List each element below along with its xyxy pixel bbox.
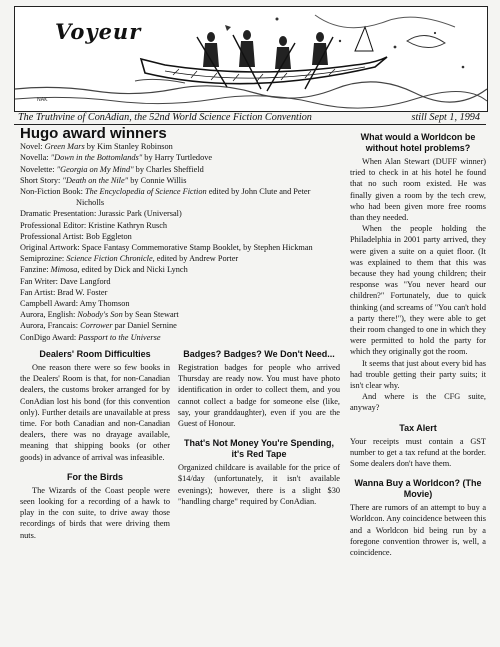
award-winner: Brad W. Foster (57, 287, 108, 297)
award-work: The Encyclopedia of Science Fiction (85, 187, 207, 197)
award-work: "Down in the Bottomlands" (50, 153, 143, 163)
award-winner: by Harry Turtledove (142, 153, 213, 163)
award-row (20, 320, 340, 331)
award-row (20, 242, 340, 253)
award-row (20, 152, 340, 163)
award-category: Professional Artist: (20, 231, 84, 241)
award-row (20, 141, 340, 152)
award-row (20, 276, 340, 287)
badges-body: Registration badges for people who arrived Thursday are ready now. You must have photo identification in order to collect them, and you cannot collect a badge for someone else (like, say, your granddaughter), even if you are the Guest of Honour. (178, 363, 340, 429)
award-row (20, 332, 340, 343)
award-work: Science Fiction Chronicle (66, 254, 153, 264)
award-row (20, 175, 340, 186)
award-row (20, 208, 340, 219)
badges-heading: Badges? Badges? We Don't Need... (183, 349, 335, 359)
award-category: Aurora, Francais: (20, 321, 79, 331)
award-row (20, 309, 340, 320)
award-winner: by Sean Stewart (122, 310, 179, 320)
award-category: Dramatic Presentation: (20, 209, 97, 219)
award-work: Green Mars (44, 142, 85, 152)
award-row (20, 231, 340, 242)
right-column (350, 128, 486, 558)
awards-list (20, 141, 340, 343)
tagline (18, 112, 480, 123)
award-row (20, 298, 340, 309)
award-work: Corrower (80, 321, 113, 331)
award-winner: , edited by Dick and Nicki Lynch (77, 265, 188, 275)
newsletter-logo: Voyeur (55, 19, 142, 44)
artist-credit: NAK (37, 97, 48, 103)
issue-date: still Sept 1, 1994 (411, 112, 480, 123)
award-row (20, 220, 340, 231)
hugo-heading: Hugo award winners (20, 125, 167, 142)
award-row (20, 253, 340, 264)
hugo-section (20, 125, 340, 343)
award-work: Nobody's Son (77, 310, 123, 320)
money-body: Organized childcare is available for the price of $14/day (unfortunately, it isn't available evenings); however, there is a slight $30 "handling charge" required by ConAdian. (178, 463, 340, 506)
award-work: "Death on the Nile" (62, 175, 129, 185)
award-category: Novel: (20, 142, 43, 152)
worldcon-p3: It seems that just about every bid has had trouble getting their party suits; it isn't clear why. (350, 358, 486, 391)
award-winner: Dave Langford (60, 276, 111, 286)
award-work: Passport to the Universe (78, 332, 161, 342)
award-winner: Amy Thomson (79, 299, 130, 309)
award-winner: Bob Eggleton (85, 231, 132, 241)
worldcon-heading: What would a Worldcon be without hotel problems? (360, 132, 476, 153)
tax-body: Your receipts must contain a GST number to get a tax refund at the border. Some dealers don't have them. (350, 436, 486, 469)
award-winner: edited by John Clute and Peter Nicholls (76, 187, 311, 208)
award-category: Professional Editor: (20, 220, 87, 230)
middle-column (178, 345, 340, 507)
award-category: Campbell Award: (20, 299, 78, 309)
money-heading: That's Not Money You're Spending, it's Red Tape (184, 438, 334, 460)
award-winner: Jurassic Park (Universal) (98, 209, 182, 219)
dealers-heading: Dealers' Room Difficulties (39, 349, 151, 359)
award-category: Short Story: (20, 175, 61, 185)
award-row (20, 186, 340, 208)
left-column (20, 345, 170, 541)
award-work: "Georgia on My Mind" (56, 164, 134, 174)
award-row (20, 287, 340, 298)
award-row (20, 164, 340, 175)
dealers-body: One reason there were so few books in the Dealers' Room is that, for non-Canadian dealers, the customs broker arranged for by ConAdian lost his bond (for this convention only). Further details are unavailable at press time. For both Canadian and non-Canadian dealers, there was no drayage available, meaning that shipping books (or other goods) in advance of arrival was infeasible. (20, 363, 170, 462)
award-winner: Kristine Kathryn Rusch (88, 220, 168, 230)
award-winner: Space Fantasy Commemorative Stamp Booklet, by Stephen Hickman (81, 243, 313, 253)
worldcon-p2: When the people holding the Philadelphia in 2001 party arrived, they were given a suite on a quiet floor. (It was explained to them that this was because they had young children; their response was "You never heard our children?" Fortunately, due to quick thinking (and screams of "You can't hold a party there!"), they were able to get their room changed to one in which they were permitted to hold the party for which they originally got the room. (350, 224, 486, 357)
award-work: Mimosa (50, 265, 78, 275)
award-category: Fan Writer: (20, 276, 58, 286)
movie-heading: Wanna Buy a Worldcon? (The Movie) (354, 478, 482, 500)
award-category: Novella: (20, 153, 49, 163)
masthead-illustration (14, 6, 488, 112)
award-category: Aurora, English: (20, 310, 76, 320)
award-category: Novelette: (20, 164, 55, 174)
award-winner: par Daniel Sernine (112, 321, 177, 331)
award-category: Fan Artist: (20, 287, 56, 297)
movie-body: There are rumors of an attempt to buy a Worldcon. Any coincidence between this and a Worldcon bid being run by a foregone convention thrower is, well, a coincidence. (350, 503, 486, 558)
award-winner: by Connie Willis (128, 175, 187, 185)
worldcon-p1: When Alan Stewart (DUFF winner) tried to check in at his hotel he found that no such room existed. He was finally given a room by the tech crew, who had been given more free rooms than they needed. (350, 157, 486, 223)
award-category: Original Artwork: (20, 243, 80, 253)
award-row (20, 264, 340, 275)
worldcon-p4: And where is the CFG suite, anyway? (350, 392, 486, 413)
award-winner: by Charles Sheffield (133, 164, 204, 174)
award-category: Semiprozine: (20, 254, 65, 264)
award-winner: , edited by Andrew Porter (152, 254, 239, 264)
birds-heading: For the Birds (66, 471, 123, 482)
award-winner: by Kim Stanley Robinson (84, 142, 173, 152)
birds-body: The Wizards of the Coast people were seen looking for a recording of a hawk to play in the con suite, to drive away those recordings of birds that were driving them nuts. (20, 485, 170, 540)
award-category: Non-Fiction Book: (20, 187, 83, 197)
award-category: Fanzine: (20, 265, 49, 275)
award-category: ConDigo Award: (20, 332, 77, 342)
tax-heading: Tax Alert (399, 422, 437, 433)
tagline-title: The Truthvine of ConAdian, the 52nd World Science Fiction Convention (18, 112, 312, 123)
